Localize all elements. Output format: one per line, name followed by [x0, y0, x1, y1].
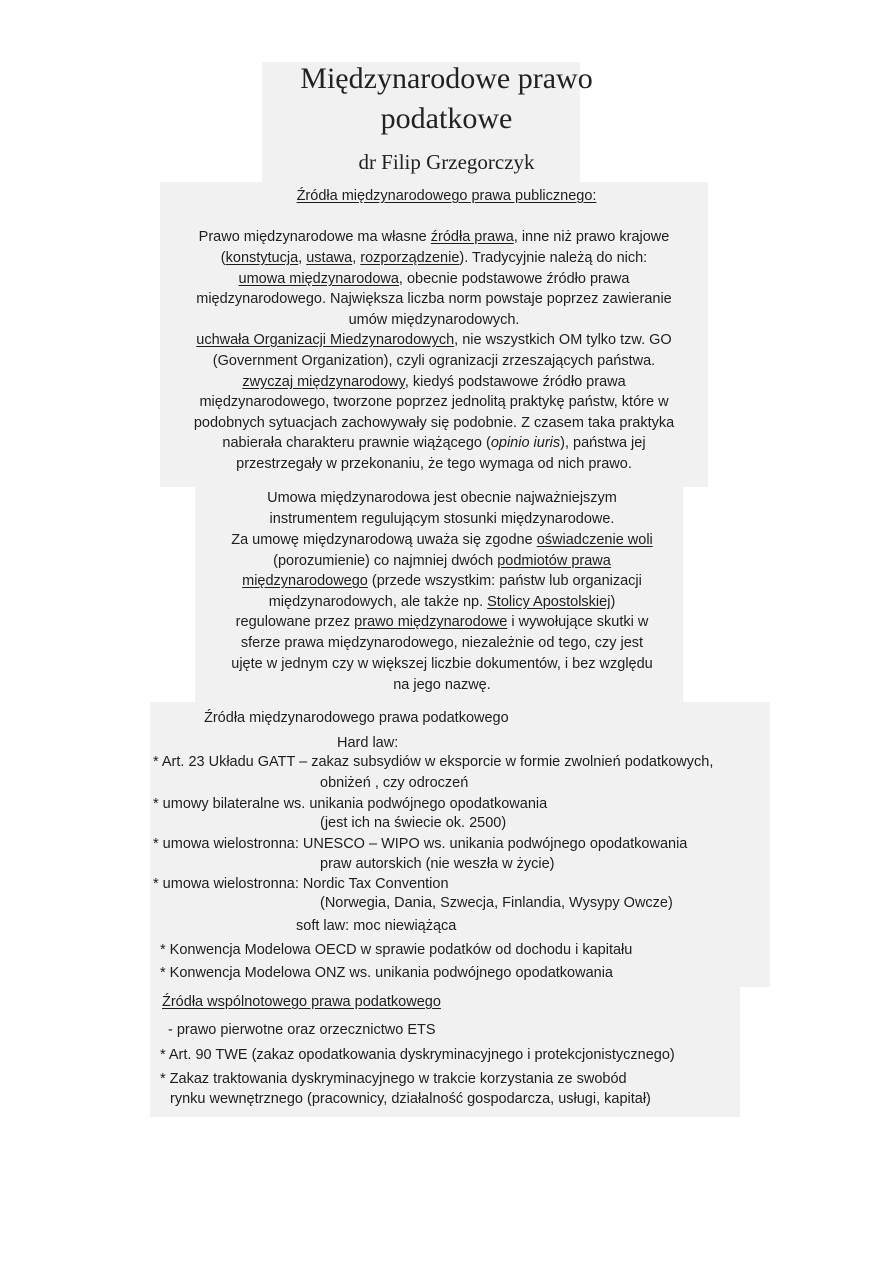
p2-text: (przede wszystkim: państw lub organizacji	[367, 573, 642, 589]
hard-law-item-1: * Art. 23 Układu GATT – zakaz subsydiów w eksporcie w formie zwolnień podatkowych,	[153, 754, 714, 770]
p1-line-1	[0, 229, 868, 245]
p1-line-9: międzynarodowego, tworzone poprzez jednolitą praktykę państw, które w	[199, 394, 669, 410]
p1-line-5: umów międzynarodowych.	[348, 312, 520, 328]
community-item-3: * Zakaz traktowania dyskryminacyjnego w trakcie korzystania ze swobód	[160, 1071, 627, 1087]
soft-law-item-2: * Konwencja Modelowa ONZ ws. unikania podwójnego opodatkowania	[160, 965, 613, 981]
community-item-1: - prawo pierwotne oraz orzecznictwo ETS	[168, 1022, 436, 1038]
p2-line-4	[0, 553, 884, 569]
heading-public-law-text: Źródła międzynarodowego prawa publicznego:	[296, 188, 597, 204]
p1-text: nabierała charakteru prawnie wiążącego (	[222, 435, 491, 451]
p1-underlined: umowa międzynarodowa	[238, 271, 399, 287]
p2-line-8: sferze prawa międzynarodowego, niezależnie od tego, czy jest	[240, 635, 644, 651]
hard-law-item-3: * umowa wielostronna: UNESCO – WIPO ws. unikania podwójnego opodatkowania	[153, 836, 688, 852]
p1-text: Prawo międzynarodowe ma własne	[198, 229, 431, 245]
p2-text: i wywołujące skutki w	[507, 614, 649, 630]
p1-text: , kiedyś podstawowe źródło prawa	[404, 374, 626, 390]
hard-law-label: Hard law:	[337, 735, 399, 751]
p1-text: , nie wszystkich OM tylko tzw. GO	[454, 332, 672, 348]
p2-line-3	[0, 532, 884, 548]
p2-text: regulowane przez	[235, 614, 355, 630]
p1-text: ,	[352, 250, 361, 266]
p2-text: (porozumienie) co najmniej dwóch	[273, 553, 498, 569]
p1-underlined: uchwała Organizacji Miedzynarodowych	[196, 332, 455, 348]
community-item-2: * Art. 90 TWE (zakaz opodatkowania dyskryminacyjnego i protekcjonistycznego)	[160, 1047, 675, 1063]
p1-underlined: konstytucja	[225, 250, 299, 266]
p2-text: międzynarodowych, ale także np.	[268, 594, 488, 610]
soft-law-label: soft law: moc niewiążąca	[296, 918, 457, 934]
p2-line-6	[0, 594, 884, 610]
heading-tax-law: Źródła międzynarodowego prawa podatkowego	[204, 710, 509, 726]
p2-line-9: ujęte w jednym czy w większej liczbie dokumentów, i bez względu	[231, 656, 653, 672]
title-line-2: podatkowe	[380, 102, 513, 135]
hard-law-item-2: * umowy bilateralne ws. unikania podwójnego opodatkowania	[153, 796, 548, 812]
p1-text: , inne niż prawo krajowe	[513, 229, 670, 245]
soft-law-item-1: * Konwencja Modelowa OECD w sprawie podatków od dochodu i kapitału	[160, 942, 633, 958]
title-line-1: Międzynarodowe prawo	[300, 62, 593, 95]
p1-text: (	[220, 250, 226, 266]
p2-line-10: na jego nazwę.	[393, 677, 491, 693]
p1-line-2	[0, 250, 868, 266]
p1-text: ), państwa jej	[560, 435, 646, 451]
p1-line-10: podobnych sytuacjach zachowywały się podobnie. Z czasem taka praktyka	[193, 415, 675, 431]
p2-underlined: Stolicy Apostolskiej	[487, 594, 611, 610]
p1-underlined: ustawa	[306, 250, 353, 266]
p2-underlined: prawo międzynarodowe	[354, 614, 508, 630]
author: dr Filip Grzegorczyk	[358, 150, 535, 174]
p2-underlined: podmiotów prawa	[497, 553, 611, 569]
p1-text: ). Tradycyjnie należą do nich:	[459, 250, 648, 266]
hard-law-item-2-cont: (jest ich na świecie ok. 2500)	[320, 815, 507, 831]
p1-line-8	[0, 374, 868, 390]
p1-underlined: rozporządzenie	[360, 250, 460, 266]
p1-underlined: zwyczaj międzynarodowy	[242, 374, 405, 390]
hard-law-item-4: * umowa wielostronna: Nordic Tax Convention	[153, 876, 449, 892]
hard-law-item-1-cont: obniżeń , czy odroczeń	[320, 775, 469, 791]
p2-line-5	[0, 573, 884, 589]
p1-line-4: międzynarodowego. Największa liczba norm powstaje poprzez zawieranie	[196, 291, 672, 307]
p1-text: , obecnie podstawowe źródło prawa	[398, 271, 630, 287]
p1-line-6	[0, 332, 868, 348]
community-item-3-cont: rynku wewnętrznego (pracownicy, działalność gospodarcza, usługi, kapitał)	[170, 1091, 651, 1107]
p1-line-11	[0, 435, 868, 451]
p1-text: ,	[298, 250, 307, 266]
heading-community-law-text: Źródła wspólnotowego prawa podatkowego	[162, 994, 441, 1010]
p2-underlined: międzynarodowego	[242, 573, 368, 589]
hard-law-item-4-cont: (Norwegia, Dania, Szwecja, Finlandia, Wysypy Owcze)	[320, 895, 673, 911]
p2-underlined: oświadczenie woli	[536, 532, 653, 548]
p2-line-1: Umowa międzynarodowa jest obecnie najważniejszym	[267, 490, 617, 506]
p1-underlined: źródła prawa	[430, 229, 514, 245]
p1-line-3	[0, 271, 868, 287]
heading-community-law	[162, 994, 441, 1010]
p1-line-7: (Government Organization), czyli ogranizacji zrzeszających państwa.	[212, 353, 656, 369]
p2-text: )	[610, 594, 616, 610]
p1-line-12: przestrzegały w przekonaniu, że tego wymaga od nich prawo.	[236, 456, 632, 472]
p1-italic: opinio iuris	[490, 435, 561, 451]
hard-law-item-3-cont: praw autorskich (nie weszła w życie)	[320, 856, 555, 872]
heading-public-law	[0, 188, 893, 204]
p2-line-2: instrumentem regulującym stosunki międzynarodowe.	[269, 511, 615, 527]
p2-line-7	[0, 614, 884, 630]
p2-text: Za umowę międzynarodową uważa się zgodne	[231, 532, 537, 548]
